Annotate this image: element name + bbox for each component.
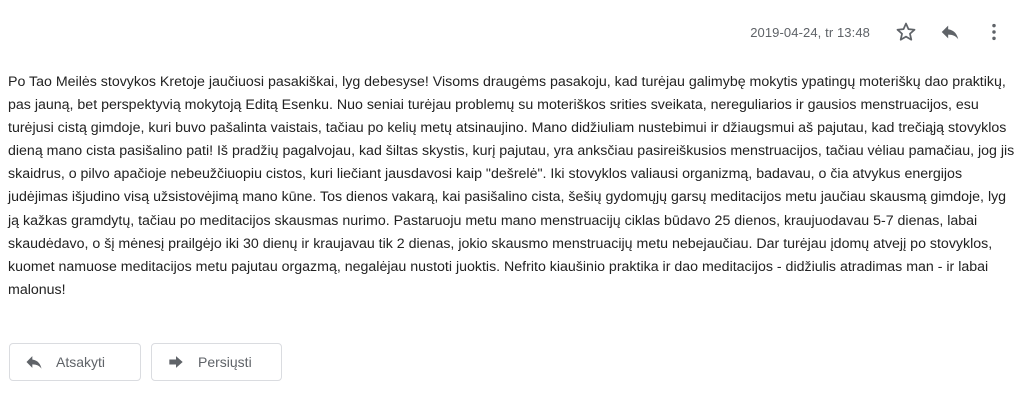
forward-button-label: Persiųsti — [198, 354, 252, 370]
star-outline-icon — [895, 21, 917, 43]
reply-button-label: Atsakyti — [56, 354, 106, 370]
more-vertical-icon — [983, 21, 1005, 43]
reply-button[interactable] — [9, 343, 141, 381]
message-body: Po Tao Meilės stovykos Kretoje jaučiuosi pasakiškai, lyg debesyse! Visoms draugėms pasakoju, kad turėjau galimybę mokytis ypatingų moteriškų dao praktikų, pas jauną, bet perspektyvią mokytoją Editą Esenku. Nuo seniai turėjau problemų su moteriškos srities sveikata, nereguliarios ir gausios menstruacijos, esu turėjusi cistą gimdoje, kuri buvo pašalinta vaistais, tačiau po kelių metų atsinaujino. Mano didžiuliam nustebimui ir džiaugsmui aš pajutau, kad trečiąją stovyklos dieną mano cista pasišalino pati! Iš pradžių pagalvojau, kad šiltas skystis, kurį pajutau, yra anksčiau pasireiškusios menstruacijos, tačiau vėliau pamačiau, jog jis skaidrus, o pilvo apačioje nebeužčiuopiu cistos, kuri liečiant jausdavosi kaip "dešrelė". Iki stovyklos valiausi organizmą, badavau, o čia atvykus energijos judėjimas išjudino visą užsistovėjimą mano kūne. Tos dienos vakarą, kai pasišalino cista, šešių gydomųjų garsų meditacijos metu jaučiau skausmą gimdoje, lyg ją kažkas gramdytų, tačiau po meditacijos skausmas nurimo. Pastaruoju metu mano menstruacijų ciklas būdavo 25 dienos, kraujuodavau 5-7 dienas, labai skaudėdavo, o šį mėnesį prailgėjo iki 30 dienų ir kraujavau tik 2 dienas, jokio skausmo menstruacijų metu nebejaučiau. Dar turėjau įdomų atvejį po stovyklos, kuomet namuose meditacijos metu pajutau orgazmą, negalėjau nustoti juoktis. Nefrito kiaušinio praktika ir dao meditacijos - didžiulis atradimas man - ir labai malonus! — [8, 74, 1015, 298]
reply-arrow-icon — [24, 352, 44, 372]
message-header — [750, 17, 1010, 47]
more-options-button[interactable] — [978, 17, 1010, 47]
message-actions — [9, 343, 292, 381]
message-timestamp: 2019-04-24, tr 13:48 — [750, 24, 870, 40]
star-button[interactable] — [890, 17, 922, 47]
reply-icon-button[interactable] — [934, 17, 966, 47]
reply-arrow-icon — [939, 21, 961, 43]
forward-arrow-icon — [166, 352, 186, 372]
forward-button[interactable] — [151, 343, 282, 381]
